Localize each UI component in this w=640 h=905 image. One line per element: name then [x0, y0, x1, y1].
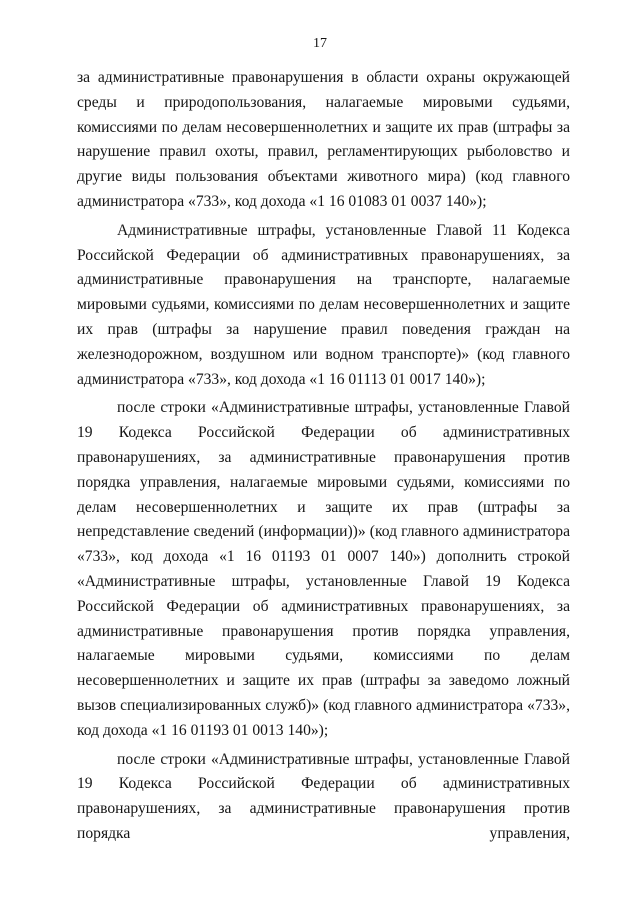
paragraph-4: после строки «Административные штрафы, установленные Главой 19 Кодекса Российской Федерации об административных правонарушениях, за административные правонарушения против порядка управления,	[77, 750, 570, 842]
paragraph-3: после строки «Административные штрафы, установленные Главой 19 Кодекса Российской Федерации об административных правонарушениях, за административные правонарушения против порядка управления, налагаемые мировыми судьями, комиссиями по делам несовершеннолетних и защите их прав (штрафы за непредставление сведений (информации))» (код главного администратора «733», код дохода «1 16 01193 01 0007 140») дополнить строкой «Административные штрафы, установленные Главой 19 Кодекса Российской Федерации об административных правонарушениях, за административные правонарушения против порядка управления, налагаемые мировыми судьями, комиссиями по делам несовершеннолетних и защите их прав (штрафы за заведомо ложный вызов специализированных служб)» (код главного администратора «733», код дохода «1 16 01193 01 0013 140»);	[77, 399, 570, 739]
paragraph-1: за административные правонарушения в области охраны окружающей среды и природопользования, налагаемые мировыми судьями, комиссиями по делам несовершеннолетних и защите их прав (штрафы за нарушение правил охоты, правил, регламентирующих рыболовство и другие виды пользования объектами животного мира) (код главного администратора «733», код дохода «1 16 01083 01 0037 140»);	[77, 69, 570, 210]
page-number: 17	[313, 36, 327, 51]
document-body	[77, 66, 570, 847]
paragraph-2: Административные штрафы, установленные Главой 11 Кодекса Российской Федерации об административных правонарушениях, за административные правонарушения на транспорте, налагаемые мировыми судьями, комиссиями по делам несовершеннолетних и защите их прав (штрафы за нарушение правил поведения граждан на железнодорожном, воздушном или водном транспорте)» (код главного администратора «733», код дохода «1 16 01113 01 0017 140»);	[77, 221, 570, 388]
